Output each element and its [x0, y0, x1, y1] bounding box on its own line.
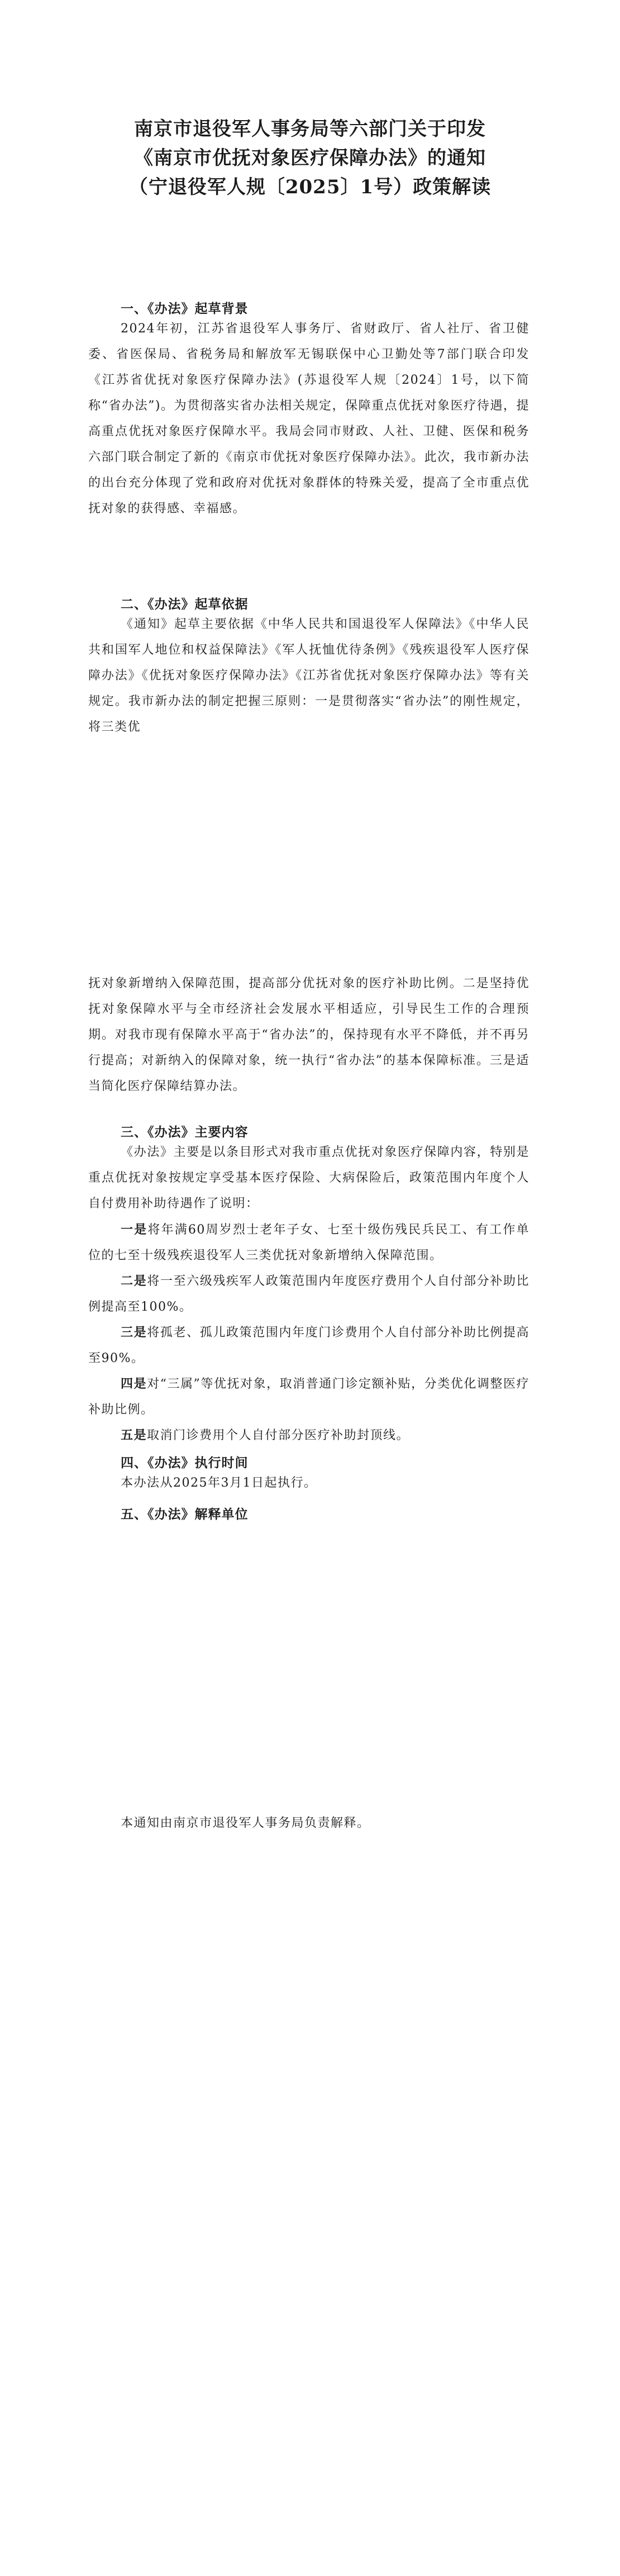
paragraph-interpretation: 本通知由南京市退役军人事务局负责解释。 — [121, 1816, 370, 1830]
item-lead: 四是 — [121, 1377, 147, 1391]
title-line-3: （宁退役军人规〔2025〕1号）政策解读 — [128, 176, 492, 198]
item-text: 将一至六级残疾军人政策范围内年度医疗费用个人自付部分补助比例提高至100%。 — [88, 1274, 530, 1314]
item-lead: 三是 — [121, 1325, 147, 1340]
paragraph-basis-part2: 抚对象新增纳入保障范围，提高部分优抚对象的医疗补助比例。二是坚持优抚对象保障水平与全市经济社会发展水平相适应，引导民生工作的合理预期。对我市现有保障水平高于“省办法”的，保持现有水平不降低，并不再另行提高；对新纳入的保障对象，统一执行“省办法”的基本保障标准。三是适当简化医疗保障结算办法。 — [88, 977, 530, 1093]
title-line-1: 南京市退役军人事务局等六部门关于印发 — [134, 118, 486, 140]
item-text: 取消门诊费用个人自付部分医疗补助封顶线。 — [147, 1429, 410, 1442]
section-heading-basis: 二、《办法》起草依据 — [121, 597, 249, 612]
content-item-1 — [88, 1217, 530, 1269]
content-item-5 — [88, 1422, 530, 1449]
content-item-4 — [88, 1371, 530, 1423]
item-text: 将年满60周岁烈士老年子女、七至十级伤残民兵民工、有工作单位的七至十级残疾退役军人三类优抚对象新增纳入保障范围。 — [88, 1223, 530, 1263]
item-lead: 一是 — [121, 1222, 148, 1237]
section-heading-interpretation: 五、《办法》解释单位 — [121, 1507, 249, 1522]
item-lead: 二是 — [121, 1274, 147, 1288]
paragraph-basis-part1: 《通知》起草主要依据《中华人民共和国退役军人保障法》《中华人民共和国军人地位和权益保障法》《军人抚恤优待条例》《残疾退役军人医疗保障办法》《优抚对象医疗保障办法》《江苏省优抚对象医疗保障办法》等有关规定。我市新办法的制定把握三原则：一是贯彻落实“省办法”的刚性规定，将三类优 — [88, 617, 530, 734]
section-heading-effective-date: 四、《办法》执行时间 — [121, 1455, 249, 1470]
paragraph-content-intro: 《办法》主要是以条目形式对我市重点优抚对象医疗保障内容，特别是重点优抚对象按规定享受基本医疗保险、大病保险后，政策范围内年度个人自付费用补助待遇作了说明： — [88, 1145, 530, 1211]
item-text: 将孤老、孤儿政策范围内年度门诊费用个人自付部分补助比例提高至90%。 — [88, 1326, 530, 1365]
section-heading-background: 一、《办法》起草背景 — [121, 301, 249, 316]
item-lead: 五是 — [121, 1428, 147, 1442]
paragraph-background: 2024年初，江苏省退役军人事务厅、省财政厅、省人社厅、省卫健委、省医保局、省税务局和解放军无锡联保中心卫勤处等7部门联合印发《江苏省优抚对象医疗保障办法》(苏退役军人规〔2024〕1号，以下简称“省办法”)。为贯彻落实省办法相关规定，保障重点优抚对象医疗待遇，提高重点优抚对象医疗保障水平。我局会同市财政、人社、卫健、医保和税务六部门联合制定了新的《南京市优抚对象医疗保障办法》。此次，我市新办法的出台充分体现了党和政府对优抚对象群体的特殊关爱，提高了全市重点优抚对象的获得感、幸福感。 — [88, 322, 530, 516]
section-heading-content: 三、《办法》主要内容 — [121, 1125, 249, 1140]
content-item-3 — [88, 1320, 530, 1372]
paragraph-effective-date: 本办法从2025年3月1日起执行。 — [121, 1476, 317, 1490]
content-item-2 — [88, 1268, 530, 1320]
title-line-2: 《南京市优抚对象医疗保障办法》的通知 — [134, 147, 486, 169]
item-text: 对“三属”等优抚对象，取消普通门诊定额补贴，分类优化调整医疗补助比例。 — [88, 1377, 530, 1417]
document-title — [84, 115, 536, 202]
